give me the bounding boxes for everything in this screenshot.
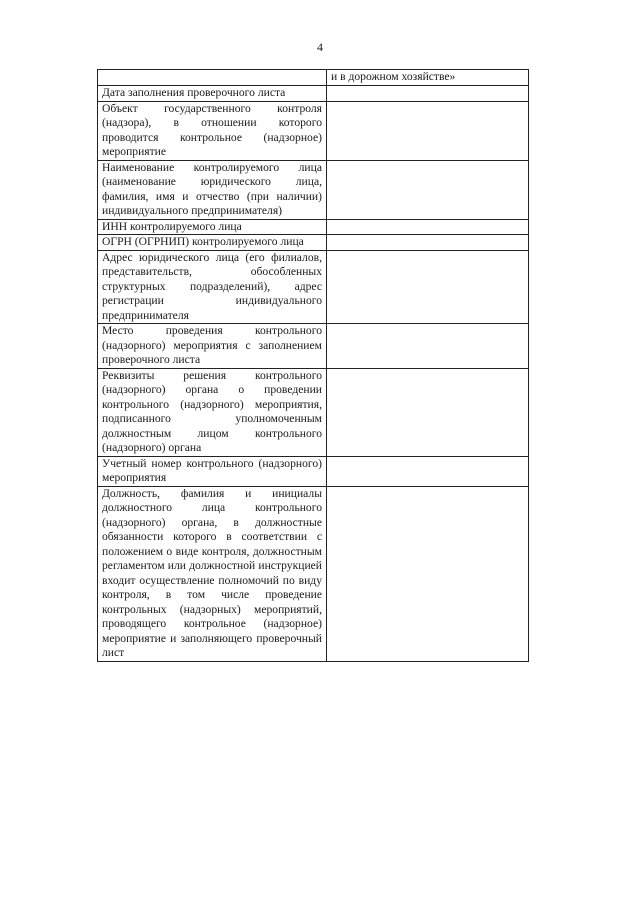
row-label-fill-date: Дата заполнения проверочного листа <box>98 86 327 102</box>
table-row <box>98 101 529 160</box>
table-row <box>98 486 529 661</box>
row-label-official: Должность, фамилия и инициалы должностного лица контрольного (надзорного) органа, в должностные обязанности которого в соответствии с положением о виде контроля, должностным регламентом или должностной инструкцией входит осуществление полномочий по виду контроля, в том числе проведение контрольных (надзорных) мероприятий, проводящего контрольное (надзорное) мероприятие и заполняющего проверочный лист <box>98 486 327 661</box>
row-label-address: Адрес юридического лица (его филиалов, представительств, обособленных структурных подразделений), адрес регистрации индивидуального предпринимателя <box>98 250 327 324</box>
row-value-event-place[interactable] <box>327 324 529 369</box>
row-value-address[interactable] <box>327 250 529 324</box>
row-value-official[interactable] <box>327 486 529 661</box>
checklist-table <box>97 69 529 662</box>
table-row <box>98 160 529 219</box>
table-row <box>98 219 529 235</box>
header-value-cell: и в дорожном хозяйстве» <box>327 70 529 86</box>
table-row <box>98 368 529 456</box>
table-row <box>98 86 529 102</box>
row-label-control-object: Объект государственного контроля (надзора), в отношении которого проводится контрольное (надзорное) мероприятие <box>98 101 327 160</box>
row-value-inn[interactable] <box>327 219 529 235</box>
row-value-controlled-person-name[interactable] <box>327 160 529 219</box>
table-row-header <box>98 70 529 86</box>
table-row <box>98 250 529 324</box>
row-value-registration-number[interactable] <box>327 456 529 486</box>
page-number: 4 <box>317 40 323 54</box>
row-value-ogrn[interactable] <box>327 235 529 251</box>
row-value-control-object[interactable] <box>327 101 529 160</box>
table-row <box>98 235 529 251</box>
row-label-controlled-person-name: Наименование контролируемого лица (наименование юридического лица, фамилия, имя и отчество (при наличии) индивидуального предпринимателя) <box>98 160 327 219</box>
row-label-event-place: Место проведения контрольного (надзорного) мероприятия с заполнением проверочного листа <box>98 324 327 369</box>
table-row <box>98 456 529 486</box>
row-label-decision-details: Реквизиты решения контрольного (надзорного) органа о проведении контрольного (надзорного) мероприятия, подписанного уполномоченным должностным лицом контрольного (надзорного) органа <box>98 368 327 456</box>
table-row <box>98 324 529 369</box>
row-label-inn: ИНН контролируемого лица <box>98 219 327 235</box>
row-value-fill-date[interactable] <box>327 86 529 102</box>
row-label-ogrn: ОГРН (ОГРНИП) контролируемого лица <box>98 235 327 251</box>
header-label-cell <box>98 70 327 86</box>
row-label-registration-number: Учетный номер контрольного (надзорного) мероприятия <box>98 456 327 486</box>
row-value-decision-details[interactable] <box>327 368 529 456</box>
